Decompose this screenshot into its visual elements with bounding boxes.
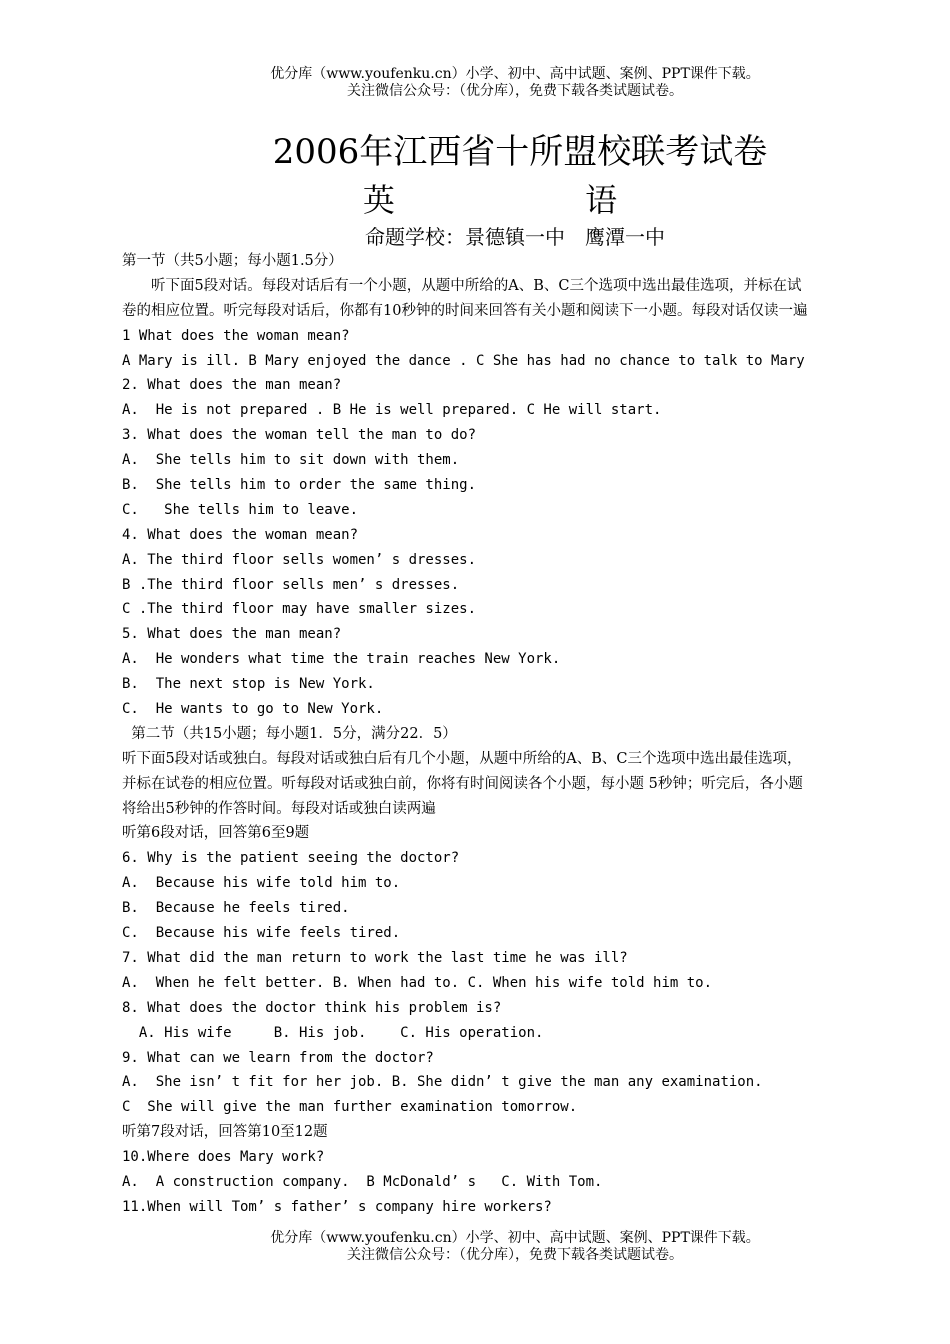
text-line: B. Because he feels tired.: [122, 900, 350, 917]
exam-schools: 命题学校：景德镇一中 鹰潭一中: [365, 225, 665, 249]
text-line: 将给出5秒钟的作答时间。每段对话或独白读两遍: [122, 800, 436, 817]
text-line: B. She tells him to order the same thing.: [122, 477, 477, 494]
text-line: 6. Why is the patient seeing the doctor?: [122, 850, 460, 867]
text-line: 8. What does the doctor think his problem is?: [122, 999, 502, 1016]
text-line: C. She tells him to leave.: [122, 501, 359, 518]
text-line: B. The next stop is New York.: [122, 676, 375, 693]
footer-note-line1: 优分库（www.youfenku.cn）小学、初中、高中试题、案例、PPT课件下载。: [270, 1230, 760, 1246]
text-line: A. He wonders what time the train reaches New York.: [122, 651, 561, 668]
text-line: 10.Where does Mary work?: [122, 1149, 325, 1166]
text-line: C She will give the man further examination tomorrow.: [122, 1099, 578, 1116]
text-line: 7. What did the man return to work the last time he was ill?: [122, 949, 628, 966]
exam-title: 2006年江西省十所盟校联考试卷: [272, 132, 768, 172]
text-line: A Mary is ill. B Mary enjoyed the dance . C She has had no chance to talk to Mary: [122, 352, 805, 369]
text-line: 11.When will Tom’ s father’ s company hire workers?: [122, 1198, 552, 1215]
text-line: C .The third floor may have smaller sizes.: [122, 601, 477, 618]
text-line: A. He is not prepared . B He is well prepared. C He will start.: [122, 402, 662, 419]
text-line: 听第6段对话，回答第6至9题: [122, 825, 310, 842]
text-line: A. She isn’ t fit for her job. B. She didn’ t give the man any examination.: [122, 1074, 763, 1091]
text-line: A. Because his wife told him to.: [122, 875, 401, 892]
header-site-note: [0, 66, 950, 100]
text-line: 听第7段对话，回答第10至12题: [122, 1124, 328, 1141]
text-line: 9. What can we learn from the doctor?: [122, 1049, 434, 1066]
text-line: C. He wants to go to New York.: [122, 701, 384, 718]
text-line: A. She tells him to sit down with them.: [122, 452, 460, 469]
exam-subject: 英 语: [362, 181, 678, 219]
text-line: 4. What does the woman mean?: [122, 526, 359, 543]
text-line: 听下面5段对话或独白。每段对话或独白后有几个小题，从题中所给的A、B、C三个选项中选出最佳选项，: [122, 750, 802, 767]
text-line: B .The third floor sells men’ s dresses.: [122, 576, 460, 593]
text-line: 5. What does the man mean?: [122, 626, 342, 643]
footer-note-line2: 关注微信公众号：（优分库），免费下载各类试题试卷。: [347, 1247, 683, 1263]
text-line: 并标在试卷的相应位置。听每段对话或独白前，你将有时间阅读各个小题，每小题 5秒钟；听完后，各小题: [122, 775, 803, 792]
text-line: A. When he felt better. B. When had to. C. When his wife told him to.: [122, 974, 713, 991]
header-note-line1: 优分库（www.youfenku.cn）小学、初中、高中试题、案例、PPT课件下载。: [270, 66, 760, 82]
text-line: C. Because his wife feels tired.: [122, 925, 401, 942]
text-line: 第一节（共5小题；每小题1.5分）: [122, 253, 343, 269]
text-line: A. His wife B. His job. C. His operation.: [122, 1024, 544, 1041]
text-line: 3. What does the woman tell the man to do?: [122, 427, 477, 444]
text-line: 卷的相应位置。听完每段对话后，你都有10秒钟的时间来回答有关小题和阅读下一小题。每段对话仅读一遍: [122, 302, 808, 319]
text-line: 听下面5段对话。每段对话后有一个小题，从题中所给的A、B、C三个选项中选出最佳选项，并标在试: [122, 277, 802, 294]
text-line: 2. What does the man mean?: [122, 377, 342, 394]
text-line: A. The third floor sells women’ s dresses.: [122, 551, 477, 568]
text-line: 1 What does the woman mean?: [122, 327, 350, 344]
exam-content: [122, 249, 922, 1220]
text-line: 第二节（共15小题；每小题1．5分，满分22．5）: [122, 725, 457, 742]
footer-site-note: [0, 1230, 950, 1264]
text-line: A. A construction company. B McDonald’ s C. With Tom.: [122, 1173, 603, 1190]
header-note-line2: 关注微信公众号：（优分库），免费下载各类试题试卷。: [347, 83, 683, 99]
